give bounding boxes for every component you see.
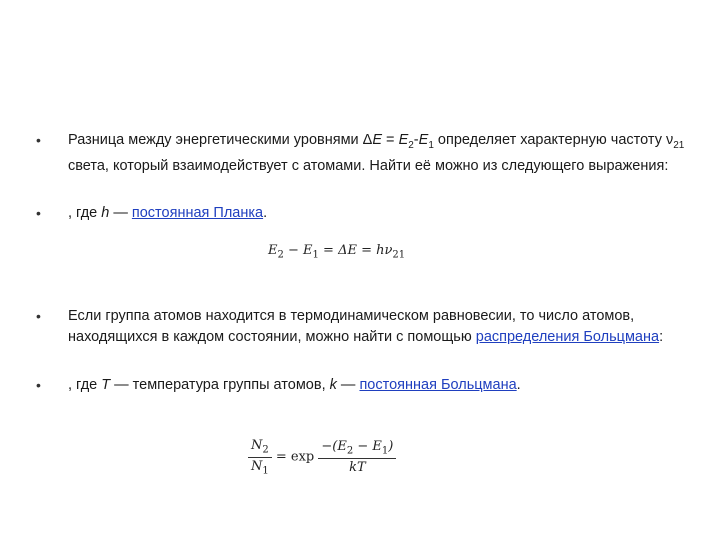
subscript: 21 xyxy=(673,139,685,151)
subscript: 1 xyxy=(381,445,389,457)
bullet-marker-4: • xyxy=(36,377,41,393)
formula-energy-frequency xyxy=(268,243,405,261)
subscript: 2 xyxy=(262,444,269,456)
paragraph-temperature xyxy=(68,375,688,396)
boltzmann-distribution-link[interactable]: распределения Больцмана xyxy=(475,329,660,345)
paragraph-boltzmann-equilibrium xyxy=(68,306,688,348)
formula-term: N xyxy=(251,438,263,453)
subscript: 1 xyxy=(262,465,269,477)
paragraph-planck xyxy=(68,203,688,224)
formula-term: ) xyxy=(388,439,394,455)
subscript: 2 xyxy=(277,249,284,261)
subscript: 21 xyxy=(392,249,406,261)
text: , где xyxy=(68,205,102,221)
text: Разница между энергетическими уровнями Δ xyxy=(68,132,373,148)
bullet-marker-2: • xyxy=(36,205,41,221)
var-k: k xyxy=(329,377,337,393)
paragraph-energy-difference xyxy=(68,130,688,177)
var-T: T xyxy=(101,377,111,393)
text: , где xyxy=(68,377,102,393)
subscript: 1 xyxy=(312,249,319,261)
var-E: E xyxy=(372,132,383,148)
formula-term: E xyxy=(268,243,278,258)
text: — xyxy=(336,377,360,393)
formula-term: −(E xyxy=(321,439,347,455)
text: = xyxy=(382,132,399,148)
text: света, который взаимодействует с атомами. Найти её можно из следующего выражения: xyxy=(68,157,669,174)
var-h: h xyxy=(101,205,110,221)
subscript: 2 xyxy=(346,445,354,457)
subscript: 1 xyxy=(428,139,434,151)
text: . xyxy=(263,205,268,221)
text: : xyxy=(659,329,664,345)
text: . xyxy=(516,377,521,393)
text: — температура группы атомов, xyxy=(110,377,330,393)
bullet-marker-3: • xyxy=(36,308,41,324)
fraction-population xyxy=(248,438,272,476)
var-E1: E xyxy=(418,132,429,148)
text: - xyxy=(413,132,419,148)
formula-term: = exp xyxy=(271,449,315,465)
var-E2: E xyxy=(398,132,409,148)
subscript: 2 xyxy=(408,139,414,151)
text: определяет характерную частоту ν xyxy=(433,132,674,148)
formula-boltzmann-ratio xyxy=(248,438,396,476)
formula-term: − E xyxy=(353,439,382,455)
planck-constant-link[interactable]: постоянная Планка xyxy=(131,205,264,221)
boltzmann-constant-link[interactable]: постоянная Больцмана xyxy=(359,377,517,393)
formula-term: − E xyxy=(283,243,313,258)
fraction-exponent xyxy=(318,439,396,475)
formula-term: = ΔE = hν xyxy=(318,243,393,258)
formula-term: N xyxy=(251,458,263,474)
text: Если группа атомов находится в термодинамическом равновесии, то число атомов, находящихся в каждом состоянии, можно найти с помощью xyxy=(68,308,635,345)
bullet-marker-1: • xyxy=(36,132,41,148)
text: — xyxy=(109,205,132,221)
formula-term: kT xyxy=(349,459,366,475)
